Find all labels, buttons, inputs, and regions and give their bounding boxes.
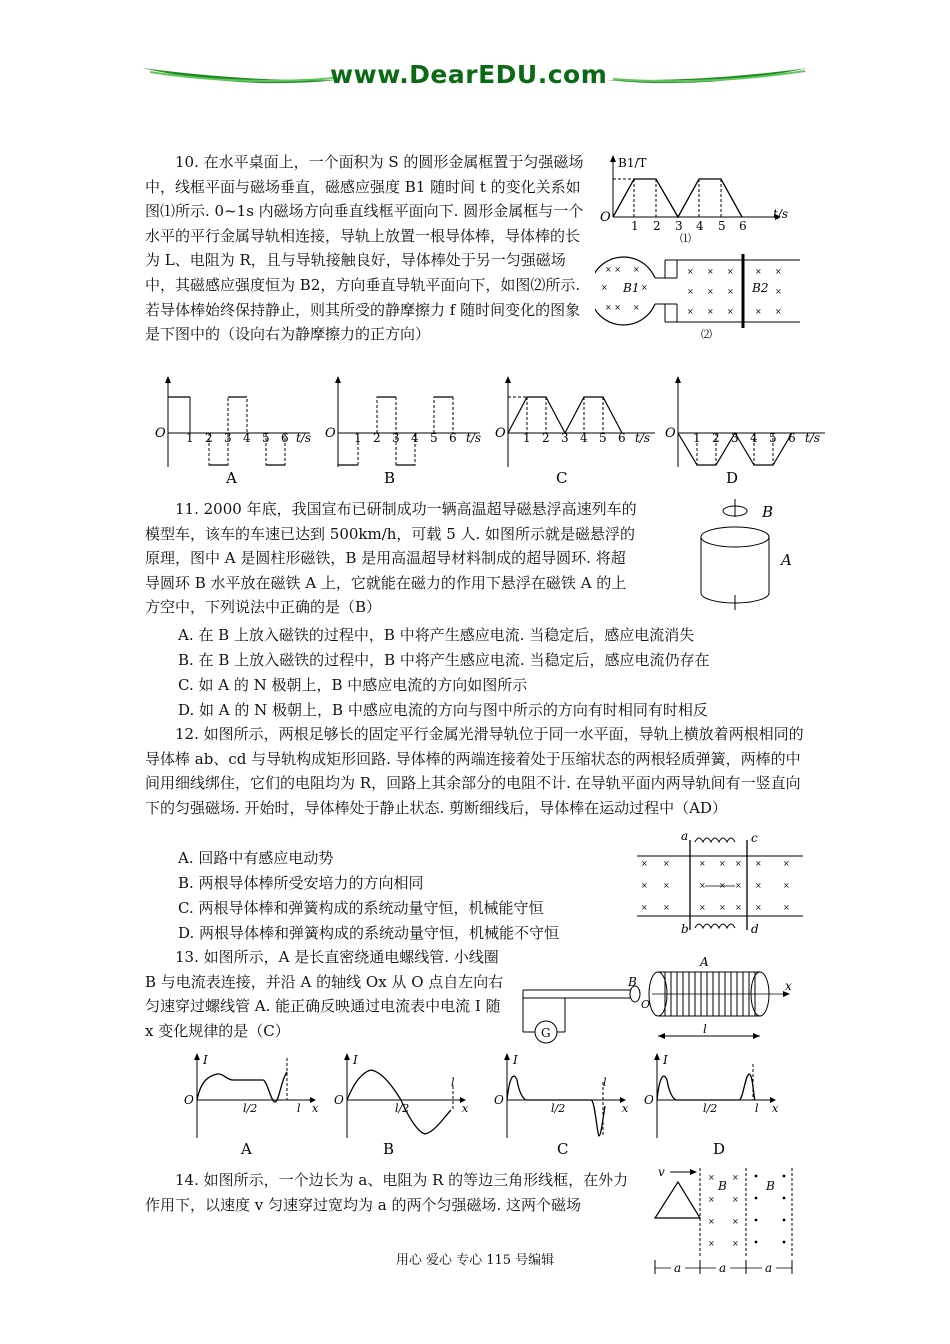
svg-text:3: 3 (224, 431, 232, 445)
svg-text:l/2: l/2 (703, 1102, 718, 1115)
q14-label-v: v (658, 1165, 665, 1179)
svg-text:×: × (663, 881, 670, 890)
q10-fig1-tick: 1 (631, 219, 639, 233)
q13-solenoid-figure (515, 950, 800, 1060)
q10-fig1-xlabel: t/s (773, 207, 789, 221)
q10-option-label: C (556, 469, 568, 485)
svg-text:6: 6 (788, 431, 796, 445)
svg-text:×: × (755, 903, 762, 912)
q11-choice-b[interactable]: B. 在 B 上放入磁铁的过程中，B 中将产生感应电流. 当稳定后，感应电流仍存在 (178, 651, 710, 669)
svg-text:×: × (719, 881, 726, 890)
svg-text:×: × (735, 903, 742, 912)
svg-text:×: × (719, 903, 726, 912)
svg-text:O: O (184, 1093, 194, 1107)
svg-text:1: 1 (354, 431, 362, 445)
svg-text:×: × (687, 307, 694, 316)
header-swoosh-right (605, 62, 810, 92)
svg-text:×: × (755, 267, 762, 276)
svg-text:×: × (687, 287, 694, 296)
svg-text:5: 5 (262, 431, 270, 445)
svg-text:×: × (699, 881, 706, 890)
q10-fig1-caption: ⑴ (680, 232, 691, 245)
q13-graph-a (184, 1053, 319, 1158)
q12-label-b: b (681, 922, 689, 936)
svg-text:I: I (353, 1053, 358, 1067)
svg-text:4: 4 (411, 431, 419, 445)
svg-text:×: × (601, 283, 608, 292)
q13-label-a: A (700, 955, 709, 969)
svg-text:×: × (727, 287, 734, 296)
svg-text:O: O (155, 426, 166, 441)
svg-text:×: × (755, 307, 762, 316)
svg-text:1: 1 (186, 431, 194, 445)
svg-text:6: 6 (449, 431, 457, 445)
q10-option-label: B (384, 469, 396, 485)
svg-text:×: × (735, 881, 742, 890)
q14-label-a: a (719, 1261, 727, 1275)
svg-text:t/s: t/s (635, 431, 651, 445)
q10-text: 10. 在水平桌面上，一个面积为 S 的圆形金属框置于匀强磁场中，线框平面与磁场垂直，磁感应强度 B1 随时间 t 的变化关系如图⑴所示. 0~1s 内磁场方向垂直线框平面向下. 圆形金属框与一个水平的平行金属导轨相连接，导轨上放置一根导体棒，导体棒的长为 L、电阻为 R，且与导轨接触良好，导体棒处于另一匀强磁场中，其磁感应强度恒为 B2，方向垂直导轨平面向下，如图⑵所示. 若导体棒始终保持静止，则其所受的静摩擦力 f 随时间变化的图象是下图中的（设向右为静摩擦力的正方向） (145, 153, 584, 344)
svg-text:×: × (727, 307, 734, 316)
svg-text:4: 4 (580, 431, 588, 445)
q12-label-a: a (681, 830, 689, 843)
q11-choice-c[interactable]: C. 如 A 的 N 极朝上，B 中感应电流的方向如图所示 (178, 676, 528, 694)
q14-label-a: a (765, 1261, 773, 1275)
q10-fig1-tick: 2 (653, 219, 661, 233)
svg-text:1: 1 (693, 431, 701, 445)
svg-text:×: × (641, 903, 648, 912)
q13-graph-d (644, 1053, 779, 1158)
svg-text:4: 4 (750, 431, 758, 445)
svg-text:3: 3 (561, 431, 569, 445)
svg-text:1: 1 (523, 431, 531, 445)
q13-option-label: C (557, 1140, 569, 1158)
svg-text:× ×: × × (605, 265, 621, 274)
svg-text:x: x (312, 1102, 319, 1115)
q10-fig2-caption: ⑵ (701, 328, 712, 341)
q10-fig2-b2: B2 (752, 281, 769, 295)
q10-option-graphs (150, 375, 830, 485)
svg-text:2: 2 (205, 431, 213, 445)
svg-text:O: O (495, 426, 506, 441)
svg-text:3: 3 (731, 431, 739, 445)
svg-text:l/2: l/2 (551, 1102, 566, 1115)
svg-text:×: × (735, 859, 742, 868)
q12-choice-a[interactable]: A. 回路中有感应电动势 (178, 849, 334, 867)
q11-label-b: B (762, 503, 774, 521)
q11-text: 11. 2000 年底，我国宣布已研制成功一辆高温超导磁悬浮高速列车的模型车，该车的车速已达到 500km/h，可载 5 人. 如图所示就是磁悬浮的原理，图中 A 是圆柱形磁铁，B 是用高温超导材料制成的超导圆环. 将超导圆环 B 水平放在磁铁 A 上，它就能在磁力的作用下悬浮在磁铁 A 的上方空中，下列说法中正确的是（B） (145, 500, 637, 617)
svg-text:5: 5 (599, 431, 607, 445)
q12-label-d: d (751, 922, 759, 936)
q12-text: 12. 如图所示，两根足够长的固定平行金属光滑导轨位于同一水平面，导轨上横放着两根相同的导体棒 ab、cd 与导轨构成矩形回路. 导体棒的两端连接着处于压缩状态的两根轻质弹簧，两棒的中间用细线绑住，它们的电阻均为 R，回路上其余部分的电阻不计. 在导轨平面内两导轨间有一竖直向下的匀强磁场. 开始时，导体棒处于静止状态. 剪断细线后，导体棒在运动过程中（AD） (145, 725, 804, 817)
svg-text:×: × (707, 287, 714, 296)
q10-fig2-b1: B1 (623, 281, 640, 295)
svg-text:×: × (732, 1239, 739, 1248)
q10-graph-b (325, 376, 481, 485)
q11-magnet-figure (695, 495, 805, 615)
svg-text:5: 5 (430, 431, 438, 445)
svg-text:× ×: × × (605, 303, 621, 312)
svg-text:I: I (203, 1053, 208, 1067)
svg-text:×: × (783, 903, 790, 912)
svg-text:×: × (732, 1195, 739, 1204)
svg-text:×: × (641, 881, 648, 890)
q12-label-c: c (751, 831, 758, 845)
svg-text:×: × (699, 859, 706, 868)
svg-text:×: × (707, 307, 714, 316)
q13-galvanometer-label: G (541, 1026, 551, 1040)
svg-text:×: × (663, 903, 670, 912)
q14-label-b2: B (766, 1179, 775, 1193)
q13-label-o: O (641, 998, 651, 1011)
svg-text:6: 6 (281, 431, 289, 445)
q10-fig1-b-graph (595, 150, 795, 245)
q10-fig1-tick: 4 (696, 219, 704, 233)
svg-text:×: × (727, 267, 734, 276)
svg-text:l/2: l/2 (243, 1102, 258, 1115)
svg-text:×: × (699, 903, 706, 912)
svg-text:×: × (663, 859, 670, 868)
svg-text:t/s: t/s (296, 431, 312, 445)
svg-text:5: 5 (769, 431, 777, 445)
q11-choice-d[interactable]: D. 如 A 的 N 极朝上，B 中感应电流的方向与图中所示的方向有时相同有时相反 (178, 701, 708, 719)
q10-fig1-tick: 3 (675, 219, 683, 233)
svg-text:×: × (641, 859, 648, 868)
q12-choice-c[interactable]: C. 两根导体棒和弹簧构成的系统动量守恒，机械能守恒 (178, 899, 544, 917)
svg-text:O: O (334, 1093, 344, 1107)
q13-label-l: l (703, 1022, 707, 1036)
svg-text:I: I (663, 1053, 668, 1067)
svg-text:x: x (462, 1102, 469, 1115)
svg-text:×: × (783, 859, 790, 868)
svg-text:×: × (755, 859, 762, 868)
svg-text:3: 3 (392, 431, 400, 445)
q13-label-x: x (785, 979, 792, 993)
q13-text: 13. 如图所示，A 是长直密绕通电螺线管. 小线圈 B 与电流表连接，并沿 A 的轴线 Ox 从 O 点自左向右匀速穿过螺线管 A. 能正确反映通过电流表中电流 I 随 x 变化规律的是（C） (145, 948, 504, 1040)
svg-text:×: × (719, 859, 726, 868)
svg-text:×: × (775, 287, 782, 296)
svg-text:×: × (708, 1239, 715, 1248)
svg-text:×: × (687, 267, 694, 276)
svg-text:2: 2 (712, 431, 720, 445)
q11-choice-a[interactable]: A. 在 B 上放入磁铁的过程中，B 中将产生感应电流. 当稳定后，感应电流消失 (178, 626, 695, 644)
q10-fig1-tick: 6 (739, 219, 747, 233)
q14-label-a: a (674, 1261, 682, 1275)
svg-text:l: l (297, 1102, 301, 1115)
q13-graph-c (494, 1053, 629, 1158)
q14-label-b1: B (718, 1179, 727, 1193)
svg-text:l/2: l/2 (395, 1102, 410, 1115)
svg-text:l: l (451, 1076, 455, 1089)
svg-text:×: × (708, 1195, 715, 1204)
q13-graph-b (334, 1053, 469, 1158)
q10-fig1-ylabel: B1/T (618, 156, 647, 170)
q10-graph-d (665, 376, 825, 485)
svg-text:x: x (772, 1102, 779, 1115)
svg-text:4: 4 (243, 431, 251, 445)
svg-text:×: × (755, 881, 762, 890)
svg-text:O: O (644, 1093, 654, 1107)
q14-text: 14. 如图所示，一个边长为 a、电阻为 R 的等边三角形线框，在外力作用下，以速度 v 匀速穿过宽均为 a 的两个匀强磁场. 这两个磁场 (145, 1171, 629, 1214)
q12-choice-b[interactable]: B. 两根导体棒所受安培力的方向相同 (178, 874, 424, 892)
page-footer: 用心 爱心 专心 115 号编辑 (395, 1253, 555, 1268)
svg-text:×: × (633, 265, 640, 274)
q13-option-label: A (241, 1140, 252, 1158)
svg-text:×: × (707, 267, 714, 276)
q12-choice-d[interactable]: D. 两根导体棒和弹簧构成的系统动量守恒，机械能不守恒 (178, 924, 560, 942)
q10-graph-a (155, 376, 311, 485)
q13-label-b: B (628, 975, 637, 989)
svg-text:t/s: t/s (805, 431, 821, 445)
svg-text:O: O (494, 1093, 504, 1107)
q10-fig2-circuit (595, 252, 805, 342)
site-logo-text[interactable]: www.DearEDU.com (330, 60, 608, 89)
q10-option-label: A (226, 469, 237, 485)
svg-text:×: × (732, 1217, 739, 1226)
q12-rail-figure (635, 830, 805, 940)
q10-option-label: D (726, 469, 739, 485)
svg-text:l: l (755, 1102, 759, 1115)
svg-text:×: × (775, 267, 782, 276)
svg-text:×: × (633, 303, 640, 312)
q13-option-graphs (175, 1050, 795, 1160)
q10-graph-c (495, 376, 655, 485)
svg-text:×: × (641, 283, 648, 292)
svg-text:6: 6 (618, 431, 626, 445)
svg-text:×: × (708, 1217, 715, 1226)
svg-text:x: x (622, 1102, 629, 1115)
svg-text:×: × (732, 1173, 739, 1182)
svg-text:2: 2 (373, 431, 381, 445)
header-swoosh-left (140, 62, 340, 92)
svg-text:2: 2 (542, 431, 550, 445)
q13-option-label: D (713, 1140, 726, 1158)
svg-text:×: × (708, 1173, 715, 1182)
svg-text:×: × (775, 307, 782, 316)
q13-option-label: B (383, 1140, 395, 1158)
q10-fig1-tick: 5 (718, 219, 726, 233)
svg-text:l: l (603, 1076, 607, 1089)
q10-fig1-origin: O (600, 210, 611, 225)
svg-text:O: O (325, 426, 336, 441)
svg-text:O: O (665, 426, 676, 441)
q11-label-a: A (781, 551, 792, 569)
svg-text:t/s: t/s (466, 431, 482, 445)
svg-text:×: × (783, 881, 790, 890)
svg-text:I: I (513, 1053, 518, 1067)
